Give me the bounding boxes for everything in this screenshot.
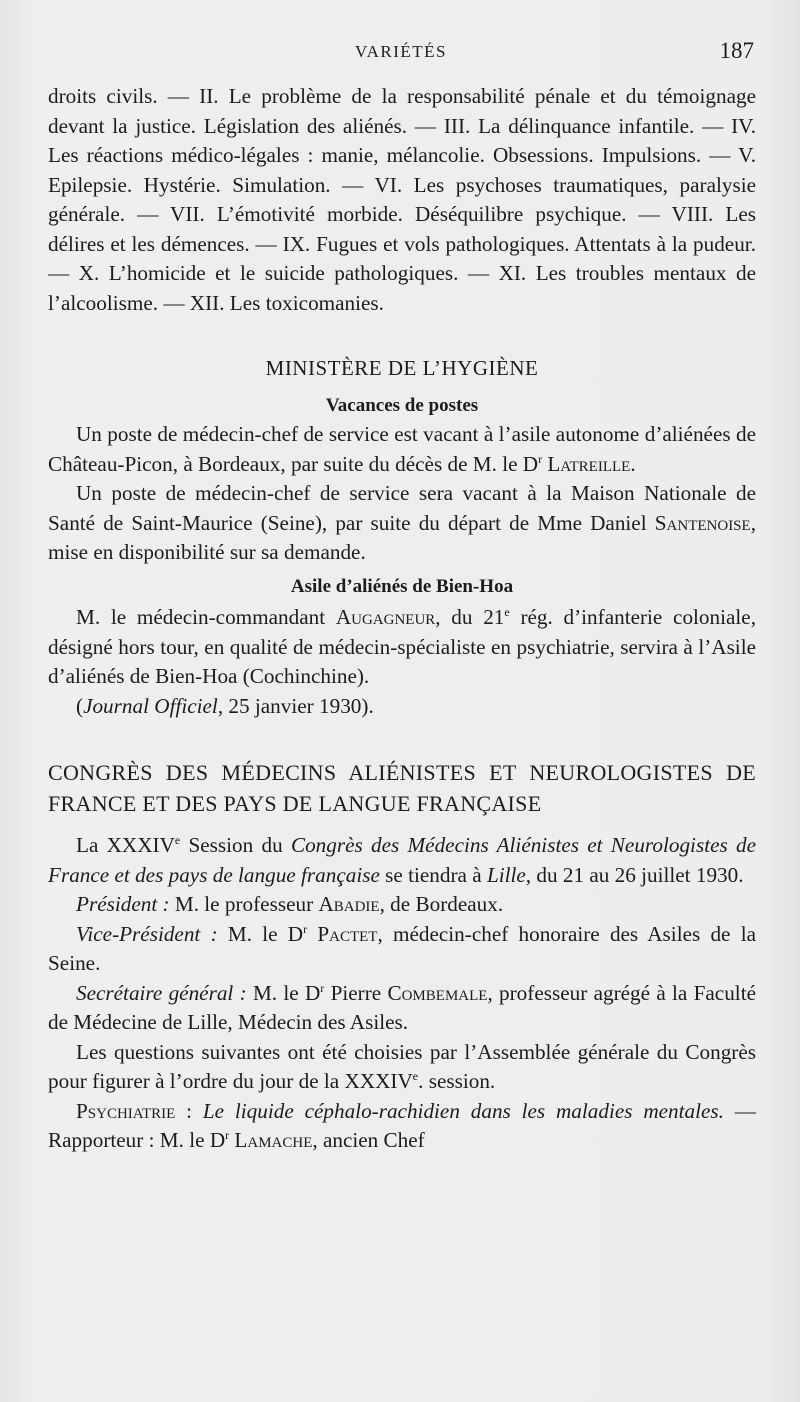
paragraph-president <box>48 890 756 920</box>
person-name: Combemale <box>387 980 488 1005</box>
superscript: e <box>412 1068 419 1083</box>
text-run: se tiendra à <box>379 862 487 887</box>
vacancies-heading: Vacances de postes <box>325 394 479 416</box>
page-header <box>48 38 754 68</box>
text-run: . session. <box>418 1069 496 1093</box>
text-run: , 25 janvier 1930). <box>217 693 374 718</box>
text-run: M. le D <box>217 921 304 946</box>
text-run: Pierre <box>324 980 388 1005</box>
text-run: , du 21 <box>435 605 505 629</box>
ministry-heading: MINISTÈRE DE L’HYGIÈNE <box>265 356 539 380</box>
text-run: M. le médecin-commandant <box>76 605 336 629</box>
journal-title: Journal Officiel <box>83 693 218 718</box>
superscript: r <box>538 451 543 466</box>
page-number: 187 <box>719 38 754 63</box>
role-label: Vice-Président : <box>76 921 218 946</box>
text-run: M. le D <box>246 980 321 1005</box>
superscript: r <box>303 921 308 936</box>
person-name: Abadie <box>318 892 380 916</box>
running-title: VARIÉTÉS <box>355 42 447 61</box>
text-run: , de Bordeaux. <box>379 892 504 916</box>
paragraph-questions <box>48 1038 756 1097</box>
topic-label: Psychiatrie <box>76 1098 176 1123</box>
text-run: , mise en disponibilité sur sa demande. <box>48 510 756 564</box>
text-run: M. le professeur <box>169 892 319 916</box>
person-name: Augagneur <box>335 605 436 629</box>
role-label: Président : <box>76 892 170 916</box>
paragraph-bienhoa <box>48 603 756 692</box>
bienhoa-heading: Asile d’aliénés de Bien-Hoa <box>290 575 514 597</box>
text-run: , professeur agrégé à la Faculté de Médecine de Lille, Médecin des Asiles. <box>48 980 756 1034</box>
paragraph-vice-president <box>48 920 756 979</box>
text-run: : <box>175 1098 203 1123</box>
superscript: r <box>320 980 325 995</box>
text-run: Session du <box>180 833 291 857</box>
person-name: Lamache <box>234 1128 313 1152</box>
paragraph-continuation: droits civils. — II. Le problème de la responsabilité pénale et du témoignage devant la justice. Législation des aliénés. — III. La délinquance infantile. — IV. Les réactions médico-légales : manie, mélancolie. Obsessions. Impulsions. — V. Epilepsie. Hystérie. Simulation. — VI. Les psychoses traumatiques, paralysie générale. — VII. L’émotivité morbide. Déséquilibre psychique. — VIII. Les délires et les démences. — IX. Fugues et vols pathologiques. Attentats à la pudeur. — X. L’homicide et le suicide pathologiques. — XI. Les troubles mentaux de l’alcoolisme. — XII. Les toxicomanies. <box>48 84 756 315</box>
congress-name: Congrès des Médecins Aliénistes et Neurologistes de France et des pays de langue française <box>48 833 756 887</box>
report-topic: Le liquide céphalo-rachidien dans les maladies mentales. <box>202 1098 724 1123</box>
congress-heading: CONGRÈS DES MÉDECINS ALIÉNISTES ET NEUROLOGISTES DE FRANCE ET DES PAYS DE LANGUE FRANÇAISE <box>48 760 756 816</box>
person-name: Latreille <box>547 451 631 476</box>
text-run: Un poste de médecin-chef de service sera vacant à la Maison Nationale de Santé de Saint-Maurice (Seine), par suite du départ de Mme Daniel <box>48 481 756 535</box>
superscript: r <box>225 1127 230 1142</box>
text-run: , du 21 au 26 juillet 1930. <box>525 862 744 887</box>
text-run: , ancien Chef <box>312 1128 425 1152</box>
person-name: Santenoise <box>654 510 751 535</box>
role-label: Secrétaire général : <box>76 980 247 1005</box>
paragraph-journal-citation <box>48 692 756 722</box>
text-run: Un poste de médecin-chef de service est vacant à l’asile autonome d’aliénées de Château-Picon, à Bordeaux, par suite du décès de M. le D <box>48 422 756 476</box>
text-run: rég. d’infanterie coloniale, désigné hors tour, en qualité de médecin-spécialiste en psychiatrie, servira à l’Asile d’aliénés de Bien-Hoa (Cochinchine). <box>48 605 756 688</box>
superscript: e <box>174 832 181 847</box>
text-run <box>307 922 317 946</box>
paragraph-vacancy-1 <box>48 420 756 479</box>
text-run: , médecin-chef honoraire des Asiles de la Seine. <box>48 921 756 975</box>
text-run: La XXXIV <box>76 833 175 857</box>
person-name: Pactet <box>317 921 378 946</box>
body-text <box>48 82 756 1156</box>
text-run: . <box>630 451 636 476</box>
paragraph-psychiatry <box>48 1097 756 1156</box>
paragraph-secretary <box>48 979 756 1038</box>
city-name: Lille <box>486 862 526 887</box>
superscript: e <box>504 604 510 619</box>
text-run: Les questions suivantes ont été choisies par l’Assemblée générale du Congrès pour figurer à l’ordre du jour de la XXXIV <box>48 1039 756 1093</box>
text-run: — Rapporteur : M. le D <box>48 1098 756 1152</box>
text-run: ( <box>76 693 84 718</box>
paragraph-vacancy-2 <box>48 479 756 568</box>
paragraph-session <box>48 831 756 890</box>
